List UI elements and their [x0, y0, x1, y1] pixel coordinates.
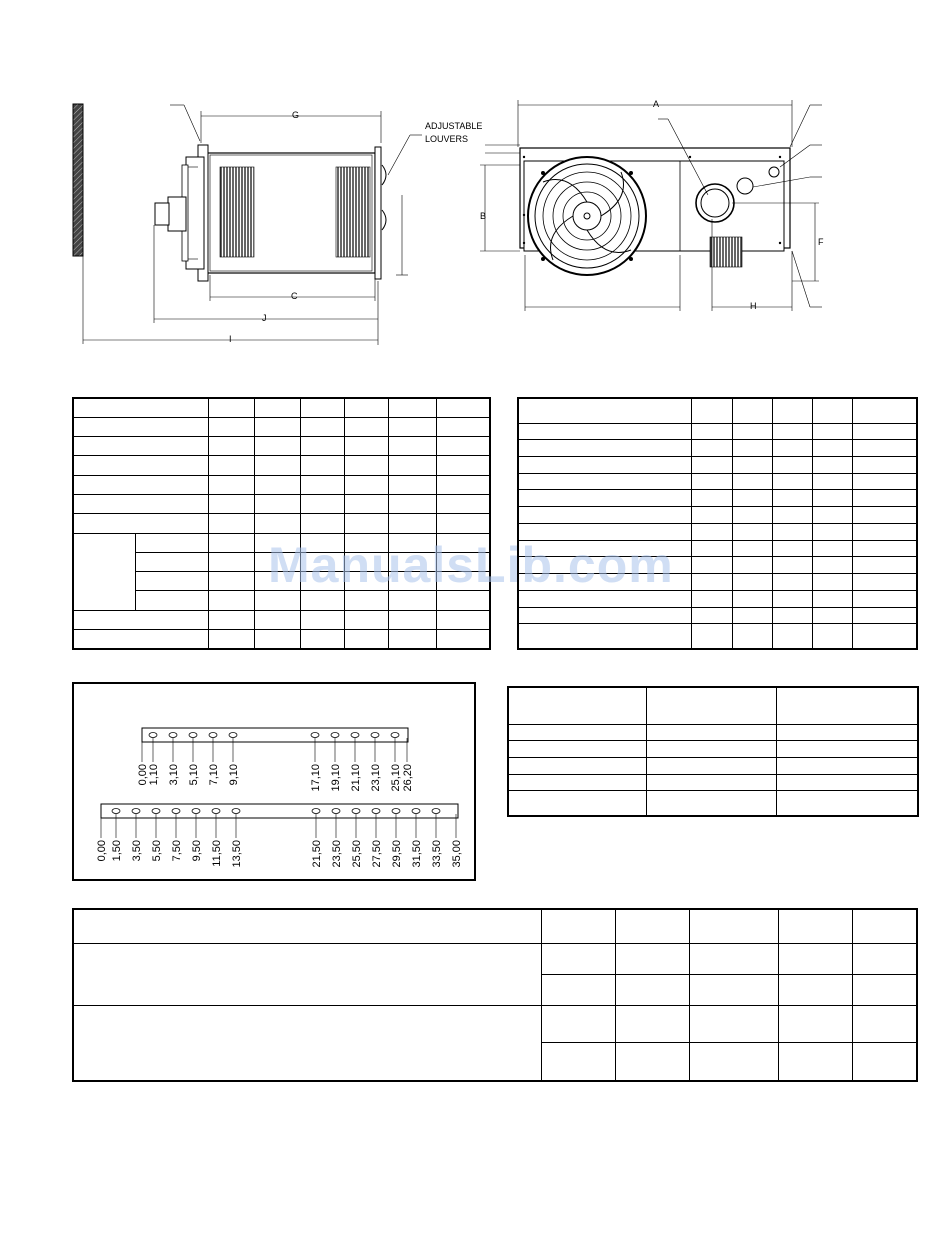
upper-bracket-label: 7,10: [208, 764, 220, 786]
table-row: [73, 475, 490, 494]
table-row: [73, 943, 917, 974]
lower-bracket-label: 9,50: [191, 840, 203, 862]
table-row: [73, 494, 490, 513]
lower-bracket-hole: [152, 809, 160, 814]
table-row: [73, 909, 917, 943]
lower-bracket-label: 29,50: [391, 840, 403, 868]
lower-bracket-label: 1,50: [111, 840, 123, 862]
upper-bracket-label: 23,10: [370, 764, 382, 792]
front-grille: [710, 237, 742, 267]
table-row: [518, 473, 917, 490]
lower-bracket-label: 35,00: [451, 840, 463, 868]
lower-bracket-label: 21,50: [311, 840, 323, 868]
lower-bracket-label: 33,50: [431, 840, 443, 868]
table-row: [508, 741, 918, 758]
table-row: [518, 523, 917, 540]
flue-outlet: [696, 184, 734, 222]
lower-bracket-hole: [132, 809, 140, 814]
dim-c-label: C: [291, 291, 298, 301]
table-row: [518, 607, 917, 624]
upper-bracket-label: 17,10: [310, 764, 322, 792]
upper-bracket-label: 9,10: [228, 764, 240, 786]
table-row: [518, 590, 917, 607]
upper-bracket-label: 5,10: [188, 764, 200, 786]
upper-bracket-label: 1,10: [148, 764, 160, 786]
adjustable-louvers-label-1: ADJUSTABLE: [425, 121, 483, 131]
upper-bracket-hole: [311, 733, 319, 738]
front-view-drawing: [470, 95, 830, 320]
table-row: [73, 417, 490, 436]
upper-bracket-hole: [149, 733, 157, 738]
lower-bracket-label: 13,50: [231, 840, 243, 868]
table-row: [73, 533, 490, 552]
lower-bracket-label: 23,50: [331, 840, 343, 868]
table-row: [73, 591, 490, 610]
adjustable-louvers-label-2: LOUVERS: [425, 134, 469, 144]
knockout-1: [737, 178, 753, 194]
table-row: [518, 440, 917, 457]
table-row: [508, 724, 918, 741]
table-row: [518, 457, 917, 474]
table-row: [508, 687, 918, 724]
lower-bracket-hole: [172, 809, 180, 814]
table-row: [518, 507, 917, 524]
lower-bracket-label: 3,50: [131, 840, 143, 862]
side-grille-left: [220, 167, 254, 257]
small-table-right: [507, 686, 919, 817]
upper-bracket-hole: [351, 733, 359, 738]
fan-hub: [573, 202, 601, 230]
upper-bracket-hole: [209, 733, 217, 738]
bracket-diagram: [74, 684, 474, 879]
lower-bracket-hole: [192, 809, 200, 814]
motor: [168, 197, 186, 231]
lower-bracket-hole: [352, 809, 360, 814]
upper-bracket-label: 3,10: [168, 764, 180, 786]
table-row: [518, 490, 917, 507]
dim-a-label: A: [653, 99, 660, 109]
table-row: [73, 398, 490, 417]
lower-bracket-hole: [232, 809, 240, 814]
lower-bracket-label: 0,00: [96, 840, 108, 862]
lower-bracket-label: 25,50: [351, 840, 363, 868]
table-row: [73, 456, 490, 475]
lower-bracket-hole: [312, 809, 320, 814]
dim-j-label: J: [262, 313, 267, 323]
dim-f-label: F: [818, 237, 824, 247]
table-row: [73, 552, 490, 571]
dim-b-label: B: [480, 211, 487, 221]
table-row: [73, 610, 490, 629]
lower-bracket-hole: [112, 809, 120, 814]
table-row: [73, 437, 490, 456]
table-row: [73, 572, 490, 591]
lower-bracket-hole: [332, 809, 340, 814]
dimensions-table-left: [72, 397, 491, 650]
watermark: ManualsLib.com: [268, 537, 674, 593]
lower-bracket-label: 11,50: [211, 840, 223, 867]
upper-bracket-label: 21,10: [350, 764, 362, 792]
knockout-2: [769, 167, 779, 177]
table-row: [73, 514, 490, 533]
upper-bracket-label: 25,10: [390, 764, 402, 792]
lower-bracket-label: 27,50: [371, 840, 383, 868]
lower-bracket-hole: [432, 809, 440, 814]
lower-bracket-hole: [392, 809, 400, 814]
upper-bracket-label: 26,20: [402, 764, 414, 792]
upper-bracket-hole: [371, 733, 379, 738]
dim-g-label: G: [292, 110, 300, 120]
table-row: [518, 624, 917, 649]
table-row: [508, 757, 918, 774]
upper-bracket-bar: [142, 728, 408, 742]
side-grille-right: [336, 167, 370, 257]
upper-bracket-label: 19,10: [330, 764, 342, 792]
table-row: [508, 791, 918, 816]
table-row: [518, 557, 917, 574]
lower-bracket-label: 31,50: [411, 840, 423, 868]
lower-bracket-hole: [412, 809, 420, 814]
table-row: [508, 774, 918, 791]
table-row: [73, 630, 490, 649]
upper-bracket-hole: [331, 733, 339, 738]
fan-housing: [186, 157, 204, 269]
table-row: [518, 574, 917, 591]
lower-bracket-hole: [372, 809, 380, 814]
lower-bracket-label: 5,50: [151, 840, 163, 862]
upper-bracket-hole: [169, 733, 177, 738]
upper-bracket-hole: [391, 733, 399, 738]
upper-bracket-label: 0,00: [137, 764, 149, 786]
lower-bracket-hole: [212, 809, 220, 814]
table-row: [518, 540, 917, 557]
table-row: [73, 1006, 917, 1043]
lower-bracket-label: 7,50: [171, 840, 183, 862]
bottom-table: [72, 908, 918, 1082]
upper-bracket-hole: [189, 733, 197, 738]
dim-h-label: H: [750, 301, 757, 311]
table-row: [518, 423, 917, 440]
dimensions-table-right: [517, 397, 918, 650]
table-row: [518, 398, 917, 423]
upper-bracket-hole: [229, 733, 237, 738]
dim-i-label: I: [229, 334, 232, 344]
wall-hatch: [73, 104, 83, 256]
